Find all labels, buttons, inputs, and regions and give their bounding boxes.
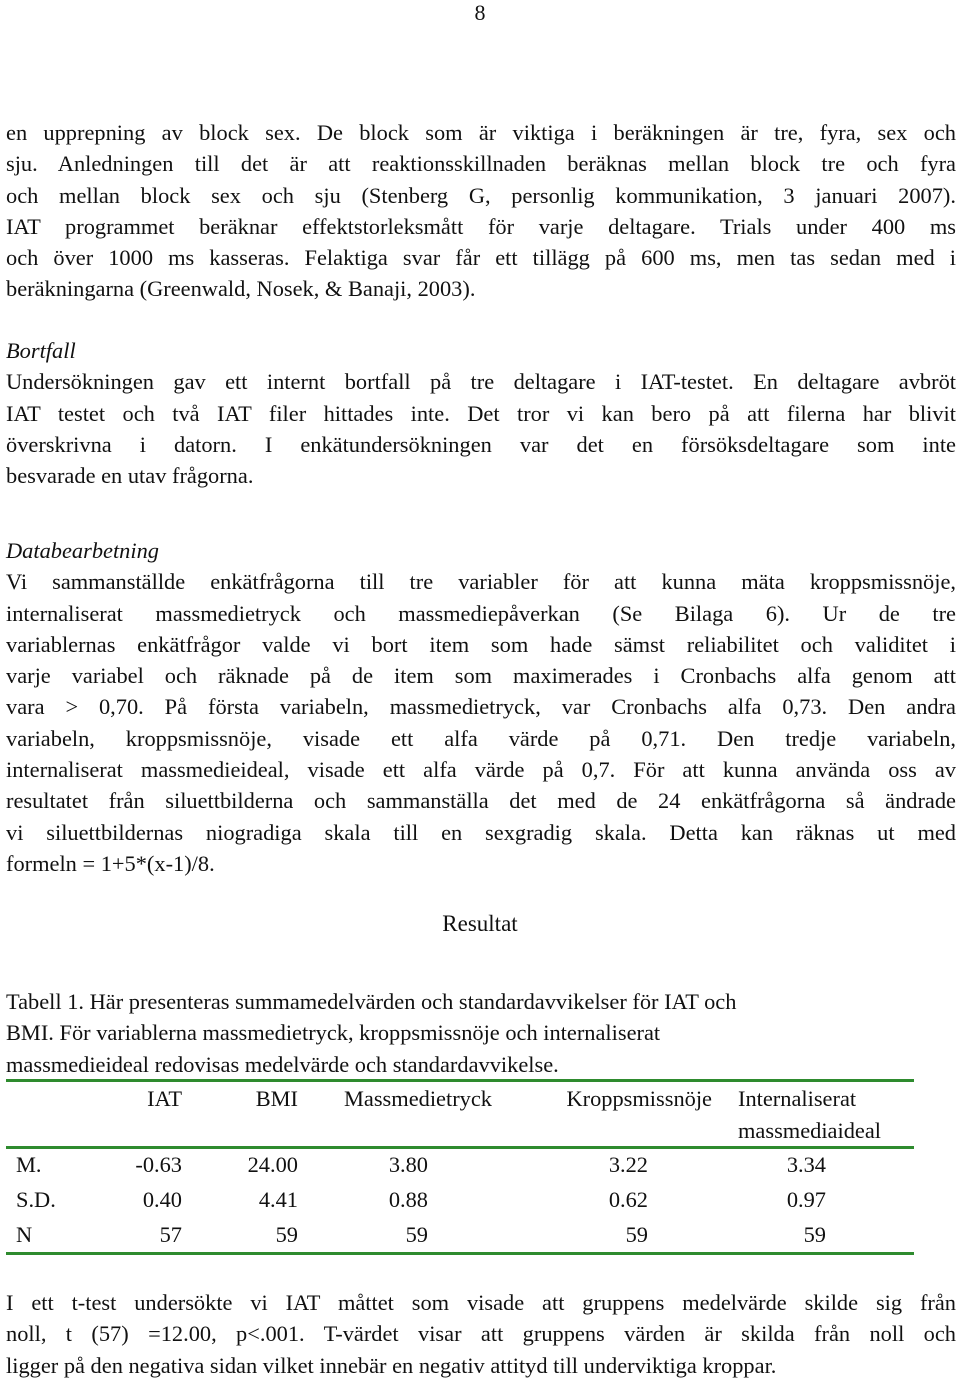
table-cell: 3.80: [388, 1152, 428, 1177]
table-cell: 0.40: [142, 1187, 182, 1212]
table-header-cell: IAT: [147, 1086, 182, 1111]
text-line: vara > 0,70. På första variabeln, massmedietryck, var Cronbachs alfa 0,73. Den andra: [6, 694, 956, 720]
text-line: överskrivna i datorn. I enkätundersökningen var det en försöksdeltagare som inte: [6, 431, 956, 457]
table-header-cell: Kroppsmissnöje: [566, 1086, 712, 1111]
table-cell: 0.88: [388, 1187, 428, 1212]
row-label: N: [16, 1222, 33, 1247]
table-cell: 4.41: [258, 1187, 298, 1212]
table-top-rule: [6, 1079, 914, 1082]
table-cell: 59: [625, 1222, 648, 1247]
text-line: massmedieideal redovisas medelvärde och standardavvikelse.: [6, 1051, 559, 1077]
section-heading-databearbetning: Databearbetning: [6, 538, 159, 563]
text-line: Undersökningen gav ett internt bortfall på tre deltagare i IAT-testet. En deltagare avbröt: [6, 369, 956, 395]
table-header-cell: [6, 1083, 104, 1147]
text-line: internaliserat massmedietryck och massmediepåverkan (Se Bilaga 6). Ur de tre: [6, 600, 956, 626]
table-cell: 59: [405, 1222, 428, 1247]
table-header-cell: [712, 1083, 916, 1147]
table-cell: 0.97: [786, 1187, 826, 1212]
ttest-paragraph: [6, 1287, 956, 1381]
table-cell: 3.34: [786, 1152, 826, 1177]
text-line: sju. Anledningen till det är att reaktionsskillnaden beräknas mellan block tre och fyra: [6, 151, 956, 177]
table-bottom-rule: [6, 1252, 914, 1255]
row-label: M.: [16, 1152, 42, 1177]
table-header-row: [6, 1083, 916, 1147]
table-cell: 59: [275, 1222, 298, 1247]
text-line: I ett t-test undersökte vi IAT måttet som visade att gruppens medelvärde skilde sig från: [6, 1290, 956, 1315]
table-cell: 3.22: [608, 1152, 648, 1177]
method-paragraph: [6, 117, 956, 305]
text-line: formeln = 1+5*(x-1)/8.: [6, 850, 215, 876]
text-line: variablernas enkätfrågor valde vi bort item som hade sämst reliabilitet och validitet i: [6, 631, 956, 657]
text-line: IAT testet och två IAT filer hittades inte. Det tror vi kan bero på att filerna har blivit: [6, 400, 956, 426]
table-caption: [6, 986, 956, 1080]
text-line: en upprepning av block sex. De block som är viktiga i beräkningen är tre, fyra, sex och: [6, 120, 956, 145]
text-line: vi siluettbildernas niogradiga skala till en sexgradig skala. Detta kan räknas ut med: [6, 819, 956, 845]
text-line: internaliserat massmedieideal, visade ett alfa värde på 0,7. För att kunna använda oss av: [6, 757, 956, 783]
text-line: besvarade en utav frågorna.: [6, 463, 254, 489]
table-cell: 57: [159, 1222, 182, 1247]
results-table-body: [6, 1147, 916, 1252]
text-line: IAT programmet beräknar effektstorleksmått för varje deltagare. Trials under 400 ms: [6, 213, 956, 239]
section-heading-bortfall: Bortfall: [6, 338, 76, 363]
table-row: [6, 1182, 916, 1217]
text-line: och mellan block sex och sju (Stenberg G, personlig kommunikation, 3 januari 2007).: [6, 182, 956, 208]
page-number: 8: [474, 0, 486, 25]
table-header-cell: Massmedietryck: [344, 1086, 492, 1111]
text-line: ligger på den negativa sidan vilket innebär en negativ attityd till underviktiga kroppar.: [6, 1352, 777, 1378]
text-line: resultatet från siluettbilderna och sammanställa det med de 24 enkätfrågorna så ändrade: [6, 788, 956, 814]
section-heading-resultat: Resultat: [442, 911, 518, 936]
bortfall-section: [6, 335, 956, 491]
table-cell: -0.63: [135, 1152, 182, 1177]
header-line: massmediaideal: [738, 1118, 882, 1143]
text-line: Tabell 1. Här presenteras summamedelvärden och standardavvikelser för IAT och: [6, 989, 737, 1014]
table-row: [6, 1147, 916, 1182]
text-line: BMI. För variablerna massmedietryck, kroppsmissnöje och internaliserat: [6, 1020, 661, 1046]
text-line: varje variabel och räknade på de item som maximerades i Cronbachs alfa genom att: [6, 663, 956, 689]
row-label: S.D.: [16, 1187, 56, 1212]
text-line: och över 1000 ms kasseras. Felaktiga svar får ett tillägg på 600 ms, men tas sedan med i: [6, 245, 956, 271]
databearbetning-section: [6, 535, 956, 879]
table-cell: 59: [803, 1222, 826, 1247]
text-line: noll, t (57) =12.00, p<.001. T-värdet visar att gruppens värden är skilda från noll och: [6, 1321, 956, 1347]
text-line: Vi sammanställde enkätfrågorna till tre variabler för att kunna mäta kroppsmissnöje,: [6, 569, 956, 595]
text-line: beräkningarna (Greenwald, Nosek, & Banaji, 2003).: [6, 276, 476, 302]
table-row: [6, 1217, 916, 1252]
table-cell: 24.00: [247, 1152, 298, 1177]
table-header-cell: BMI: [255, 1086, 298, 1111]
header-line: Internaliserat: [738, 1086, 857, 1111]
text-line: variabeln, kroppsmissnöje, visade ett alfa värde på 0,71. Den tredje variabeln,: [6, 725, 956, 751]
table-cell: 0.62: [608, 1187, 648, 1212]
results-table: [6, 1083, 916, 1147]
